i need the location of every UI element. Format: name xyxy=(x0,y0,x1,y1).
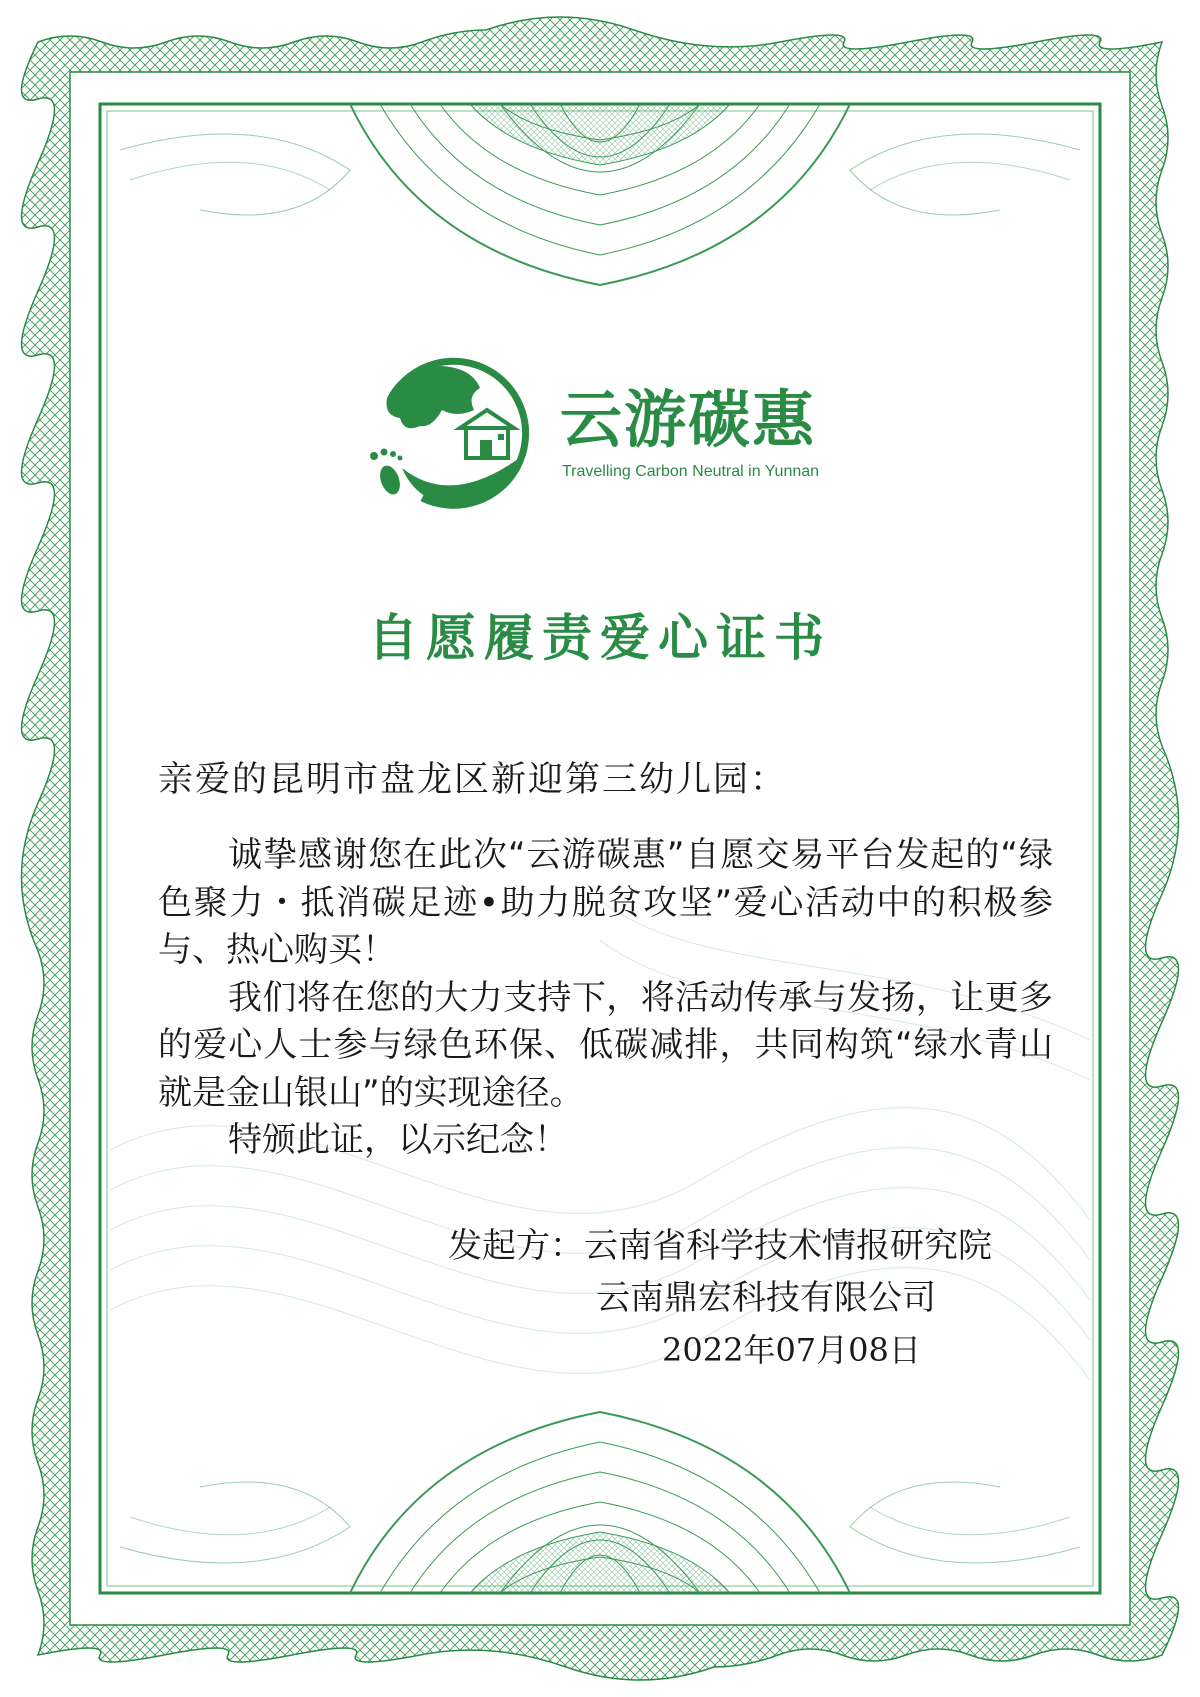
issuer-block xyxy=(448,1218,992,1322)
brand-subtitle: Travelling Carbon Neutral in Yunnan xyxy=(562,463,820,480)
body-paragraph: 诚挚感谢您在此次“云游碳惠”自愿交易平台发起的“绿色聚力・抵消碳足迹•助力脱贫攻坚”爱心活动中的积极参与、热心购买！ xyxy=(158,835,1053,970)
recipient-greeting: 亲爱的昆明市盘龙区新迎第三幼儿园： xyxy=(158,760,788,800)
brand-name: 云游碳惠 xyxy=(560,383,817,456)
globe-house-footprint-icon xyxy=(362,348,537,513)
issuer-name: 云南省科学技术情报研究院 xyxy=(584,1226,992,1266)
issuer-label: 发起方： xyxy=(448,1226,584,1266)
issue-date: 2022年07月08日 xyxy=(662,1331,921,1369)
issuer-line xyxy=(448,1218,992,1270)
issuer-name: 云南鼎宏科技有限公司 xyxy=(596,1278,936,1318)
certificate-body xyxy=(158,832,1053,1165)
body-paragraph: 我们将在您的大力支持下，将活动传承与发扬，让更多的爱心人士参与绿色环保、低碳减排，共同构筑“绿水青山就是金山银山”的实现途径。 xyxy=(158,977,1053,1113)
brand-logo xyxy=(362,348,862,513)
certificate-title: 自愿履责爱心证书 xyxy=(368,608,832,667)
body-paragraph: 特颁此证，以示纪念！ xyxy=(228,1120,568,1160)
